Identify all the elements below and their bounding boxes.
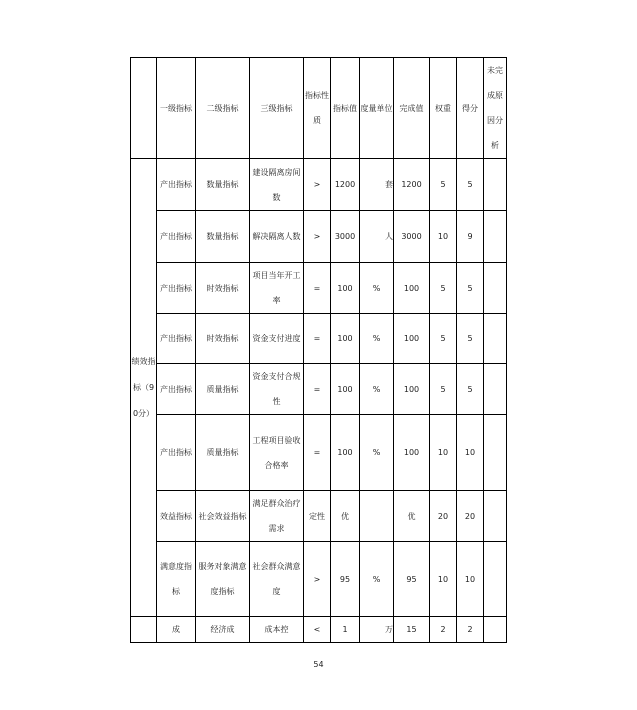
- header-reason: 未完成原因分析: [484, 58, 507, 159]
- header-level3: 三级指标: [250, 58, 304, 159]
- table-row: [131, 617, 507, 643]
- weight-cell: 5: [430, 159, 457, 211]
- complete-cell: 100: [394, 314, 430, 364]
- value-cell: 95: [331, 542, 360, 617]
- level2-cell: 社会效益指标: [196, 491, 250, 542]
- unit-cell: 人: [360, 211, 394, 263]
- header-nature: 指标性质: [304, 58, 331, 159]
- header-row: [131, 58, 507, 159]
- score-cell: 5: [457, 263, 484, 314]
- nature-cell: >: [304, 211, 331, 263]
- nature-cell: >: [304, 542, 331, 617]
- level1-cell: 产出指标: [157, 211, 196, 263]
- complete-cell: 15: [394, 617, 430, 643]
- level2-cell: 经济成: [196, 617, 250, 643]
- level1-cell: 成: [157, 617, 196, 643]
- reason-cell: [484, 415, 507, 491]
- value-cell: 100: [331, 263, 360, 314]
- unit-cell: %: [360, 364, 394, 415]
- complete-cell: 100: [394, 263, 430, 314]
- level1-cell: 产出指标: [157, 263, 196, 314]
- score-cell: 5: [457, 159, 484, 211]
- reason-cell: [484, 211, 507, 263]
- level1-cell: 产出指标: [157, 314, 196, 364]
- reason-cell: [484, 314, 507, 364]
- level2-cell: 时效指标: [196, 314, 250, 364]
- score-cell: 10: [457, 542, 484, 617]
- weight-cell: 5: [430, 364, 457, 415]
- level3-cell: 满足群众治疗需求: [250, 491, 304, 542]
- complete-cell: 优: [394, 491, 430, 542]
- nature-cell: =: [304, 263, 331, 314]
- reason-cell: [484, 263, 507, 314]
- complete-cell: 100: [394, 364, 430, 415]
- level3-cell: 资金支付进度: [250, 314, 304, 364]
- nature-cell: =: [304, 364, 331, 415]
- nature-cell: =: [304, 415, 331, 491]
- nature-cell: 定性: [304, 491, 331, 542]
- value-cell: 100: [331, 364, 360, 415]
- unit-cell: 万: [360, 617, 394, 643]
- table-row: [131, 211, 507, 263]
- weight-cell: 10: [430, 415, 457, 491]
- level1-cell: 产出指标: [157, 415, 196, 491]
- table-row: [131, 263, 507, 314]
- level2-cell: 时效指标: [196, 263, 250, 314]
- unit-cell: %: [360, 314, 394, 364]
- unit-cell: %: [360, 263, 394, 314]
- complete-cell: 3000: [394, 211, 430, 263]
- weight-cell: 2: [430, 617, 457, 643]
- reason-cell: [484, 542, 507, 617]
- header-unit: 度量单位: [360, 58, 394, 159]
- unit-cell: %: [360, 542, 394, 617]
- weight-cell: 10: [430, 211, 457, 263]
- level3-cell: 成本控: [250, 617, 304, 643]
- value-cell: 3000: [331, 211, 360, 263]
- score-cell: 2: [457, 617, 484, 643]
- unit-cell: 套: [360, 159, 394, 211]
- table-row: [131, 542, 507, 617]
- category-cell: 绩效指标（90分）: [131, 159, 157, 617]
- weight-cell: 20: [430, 491, 457, 542]
- value-cell: 优: [331, 491, 360, 542]
- unit-cell: %: [360, 415, 394, 491]
- score-cell: 10: [457, 415, 484, 491]
- table-row: [131, 364, 507, 415]
- level1-cell: 产出指标: [157, 159, 196, 211]
- table-row: [131, 415, 507, 491]
- nature-cell: <: [304, 617, 331, 643]
- header-level1: 一级指标: [157, 58, 196, 159]
- level2-cell: 数量指标: [196, 159, 250, 211]
- level3-cell: 工程项目验收合格率: [250, 415, 304, 491]
- score-cell: 9: [457, 211, 484, 263]
- reason-cell: [484, 491, 507, 542]
- header-level2: 二级指标: [196, 58, 250, 159]
- reason-cell: [484, 617, 507, 643]
- value-cell: 1: [331, 617, 360, 643]
- complete-cell: 1200: [394, 159, 430, 211]
- page-number: 54: [313, 660, 324, 669]
- header-weight: 权重: [430, 58, 457, 159]
- table-body: [131, 58, 507, 643]
- value-cell: 100: [331, 415, 360, 491]
- value-cell: 100: [331, 314, 360, 364]
- header-blank-cell: [131, 58, 157, 159]
- score-cell: 5: [457, 364, 484, 415]
- unit-cell: [360, 491, 394, 542]
- performance-indicator-table: [130, 57, 507, 643]
- complete-cell: 95: [394, 542, 430, 617]
- level1-cell: 效益指标: [157, 491, 196, 542]
- level1-cell: 满意度指标: [157, 542, 196, 617]
- weight-cell: 5: [430, 263, 457, 314]
- header-score: 得分: [457, 58, 484, 159]
- weight-cell: 10: [430, 542, 457, 617]
- nature-cell: >: [304, 159, 331, 211]
- table-row: [131, 491, 507, 542]
- level2-cell: 服务对象满意度指标: [196, 542, 250, 617]
- level2-cell: 质量指标: [196, 415, 250, 491]
- table-row: [131, 314, 507, 364]
- level3-cell: 建设隔离房间数: [250, 159, 304, 211]
- reason-cell: [484, 159, 507, 211]
- level2-cell: 数量指标: [196, 211, 250, 263]
- score-cell: 5: [457, 314, 484, 364]
- score-cell: 20: [457, 491, 484, 542]
- reason-cell: [484, 364, 507, 415]
- table-row: [131, 159, 507, 211]
- value-cell: 1200: [331, 159, 360, 211]
- level3-cell: 解决隔离人数: [250, 211, 304, 263]
- level3-cell: 项目当年开工率: [250, 263, 304, 314]
- category-cell-continued: [131, 617, 157, 643]
- level1-cell: 产出指标: [157, 364, 196, 415]
- level2-cell: 质量指标: [196, 364, 250, 415]
- header-value: 指标值: [331, 58, 360, 159]
- header-complete: 完成值: [394, 58, 430, 159]
- level3-cell: 资金支付合规性: [250, 364, 304, 415]
- nature-cell: =: [304, 314, 331, 364]
- complete-cell: 100: [394, 415, 430, 491]
- level3-cell: 社会群众满意度: [250, 542, 304, 617]
- weight-cell: 5: [430, 314, 457, 364]
